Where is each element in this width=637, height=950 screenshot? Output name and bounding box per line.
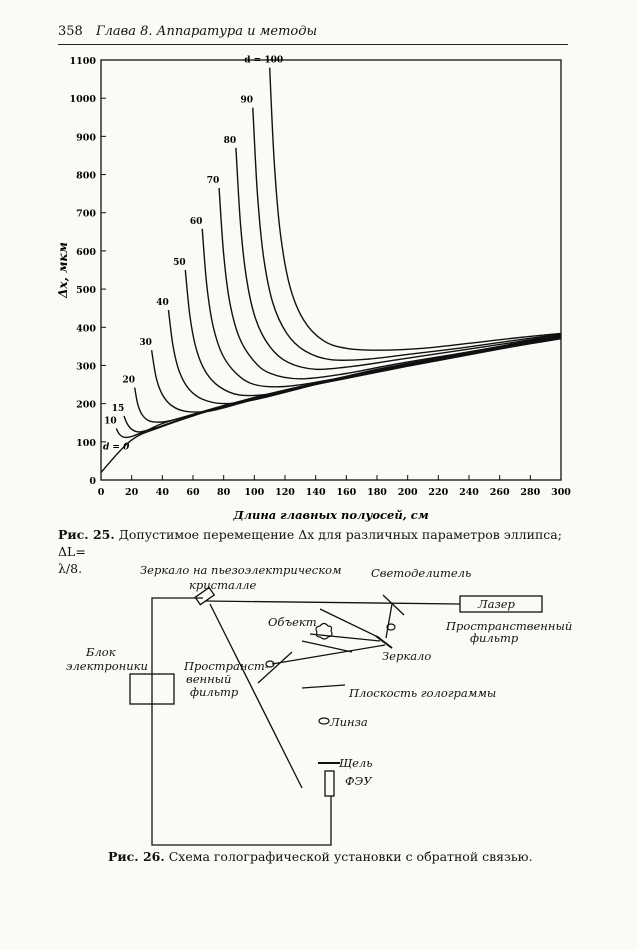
electronics-label-2: электроники (66, 659, 148, 673)
hologram-pointer (302, 685, 345, 688)
x-tick-label: 220 (428, 487, 449, 498)
spatial-filter-mid-label: Пространст- (184, 659, 269, 673)
object-pointer (302, 641, 352, 652)
figure-25-text-line2: λ/8. (58, 561, 83, 576)
curve-label-15: 15 (111, 403, 125, 414)
curve-label-90: 90 (240, 95, 254, 106)
y-tick-label: 300 (76, 361, 96, 373)
reference-beam (205, 601, 460, 604)
running-title: Глава 8. Аппаратура и методы (96, 24, 318, 39)
x-tick-label: 140 (305, 487, 326, 498)
spatial-filter-mid-label-2: венный (186, 672, 232, 686)
curve-label-50: 50 (173, 258, 186, 268)
y-tick-label: 700 (76, 208, 96, 220)
y-tick-label: 500 (76, 285, 96, 297)
figure-26-label: Рис. 26. (108, 849, 165, 864)
beam-splitter-plate (383, 595, 404, 615)
x-tick-label: 180 (367, 487, 387, 498)
x-tick-label: 200 (397, 487, 418, 498)
lens-icon (319, 718, 329, 724)
figure-25-label: Рис. 25. (58, 527, 115, 542)
spatial-filter-mid-label-3: фильтр (190, 685, 239, 699)
y-tick-label: 600 (76, 246, 96, 258)
y-tick-label: 1000 (69, 94, 96, 106)
electronics-label: Блок (86, 645, 116, 659)
y-axis-label: Δx, мкм (56, 242, 70, 298)
y-tick-label: 0 (89, 476, 96, 487)
curve-label-60: 60 (189, 216, 203, 227)
x-tick-label: 100 (244, 487, 265, 498)
splitter-to-mirror-beam (386, 604, 392, 638)
x-tick-label: 280 (520, 487, 541, 498)
curve-label-70: 70 (206, 175, 220, 186)
curve-label-0: d = 0 (103, 442, 130, 453)
photodetector-icon (325, 771, 334, 796)
y-tick-label: 200 (76, 399, 96, 411)
curve-label-100: d = 100 (244, 55, 284, 66)
mirror-piezo-label: Зеркало на пьезоэлектрическом (140, 563, 342, 577)
figure-25-text: Допустимое перемещение Δx для различных параметров эллипса; ΔL= (58, 527, 562, 559)
curve-label-10: 10 (104, 416, 117, 427)
laser-label: Лазер (478, 597, 515, 611)
curve-label-30: 30 (139, 338, 152, 349)
spatial-filter-top-label: Пространственный (446, 619, 573, 633)
object-icon (316, 624, 332, 640)
lens-label: Линза (330, 715, 368, 729)
filter-beam (320, 609, 380, 638)
x-tick-label: 160 (336, 487, 357, 498)
curve-label-40: 40 (156, 298, 169, 309)
object-label: Объект (268, 615, 317, 629)
figure-26-text: Схема голографической установки с обратной связью. (168, 849, 533, 864)
mirror-label: Зеркало (382, 649, 432, 663)
x-tick-label: 300 (551, 487, 571, 498)
x-tick-label: 80 (217, 487, 231, 498)
x-tick-label: 260 (489, 487, 510, 498)
x-tick-label: 0 (97, 487, 105, 498)
y-tick-label: 1100 (69, 56, 96, 67)
hologram-plane-label: Плоскость голограммы (349, 686, 497, 700)
beam-splitter-label: Светоделитель (371, 566, 472, 580)
page-number: 358 (58, 24, 83, 39)
y-tick-label: 400 (76, 323, 96, 335)
spatial-filter-top-label-2: фильтр (470, 631, 519, 645)
x-tick-label: 120 (275, 487, 295, 498)
figure-26-caption (108, 848, 578, 865)
photodetector-label: ФЭУ (345, 774, 372, 788)
x-tick-label: 20 (125, 487, 139, 498)
curve-label-20: 20 (122, 375, 135, 386)
feedback-wire (152, 598, 331, 845)
y-tick-label: 900 (76, 132, 96, 144)
x-axis-label: Длина главных полуосей, см (233, 508, 429, 522)
y-tick-label: 800 (76, 170, 96, 182)
x-tick-label: 40 (155, 487, 169, 498)
curve-label-80: 80 (223, 135, 237, 146)
x-tick-label: 240 (459, 487, 479, 498)
y-tick-label: 100 (76, 437, 96, 449)
slit-label: Щель (339, 756, 373, 770)
x-tick-label: 60 (186, 487, 200, 498)
mirror-piezo-label-2: кристалле (189, 578, 257, 592)
